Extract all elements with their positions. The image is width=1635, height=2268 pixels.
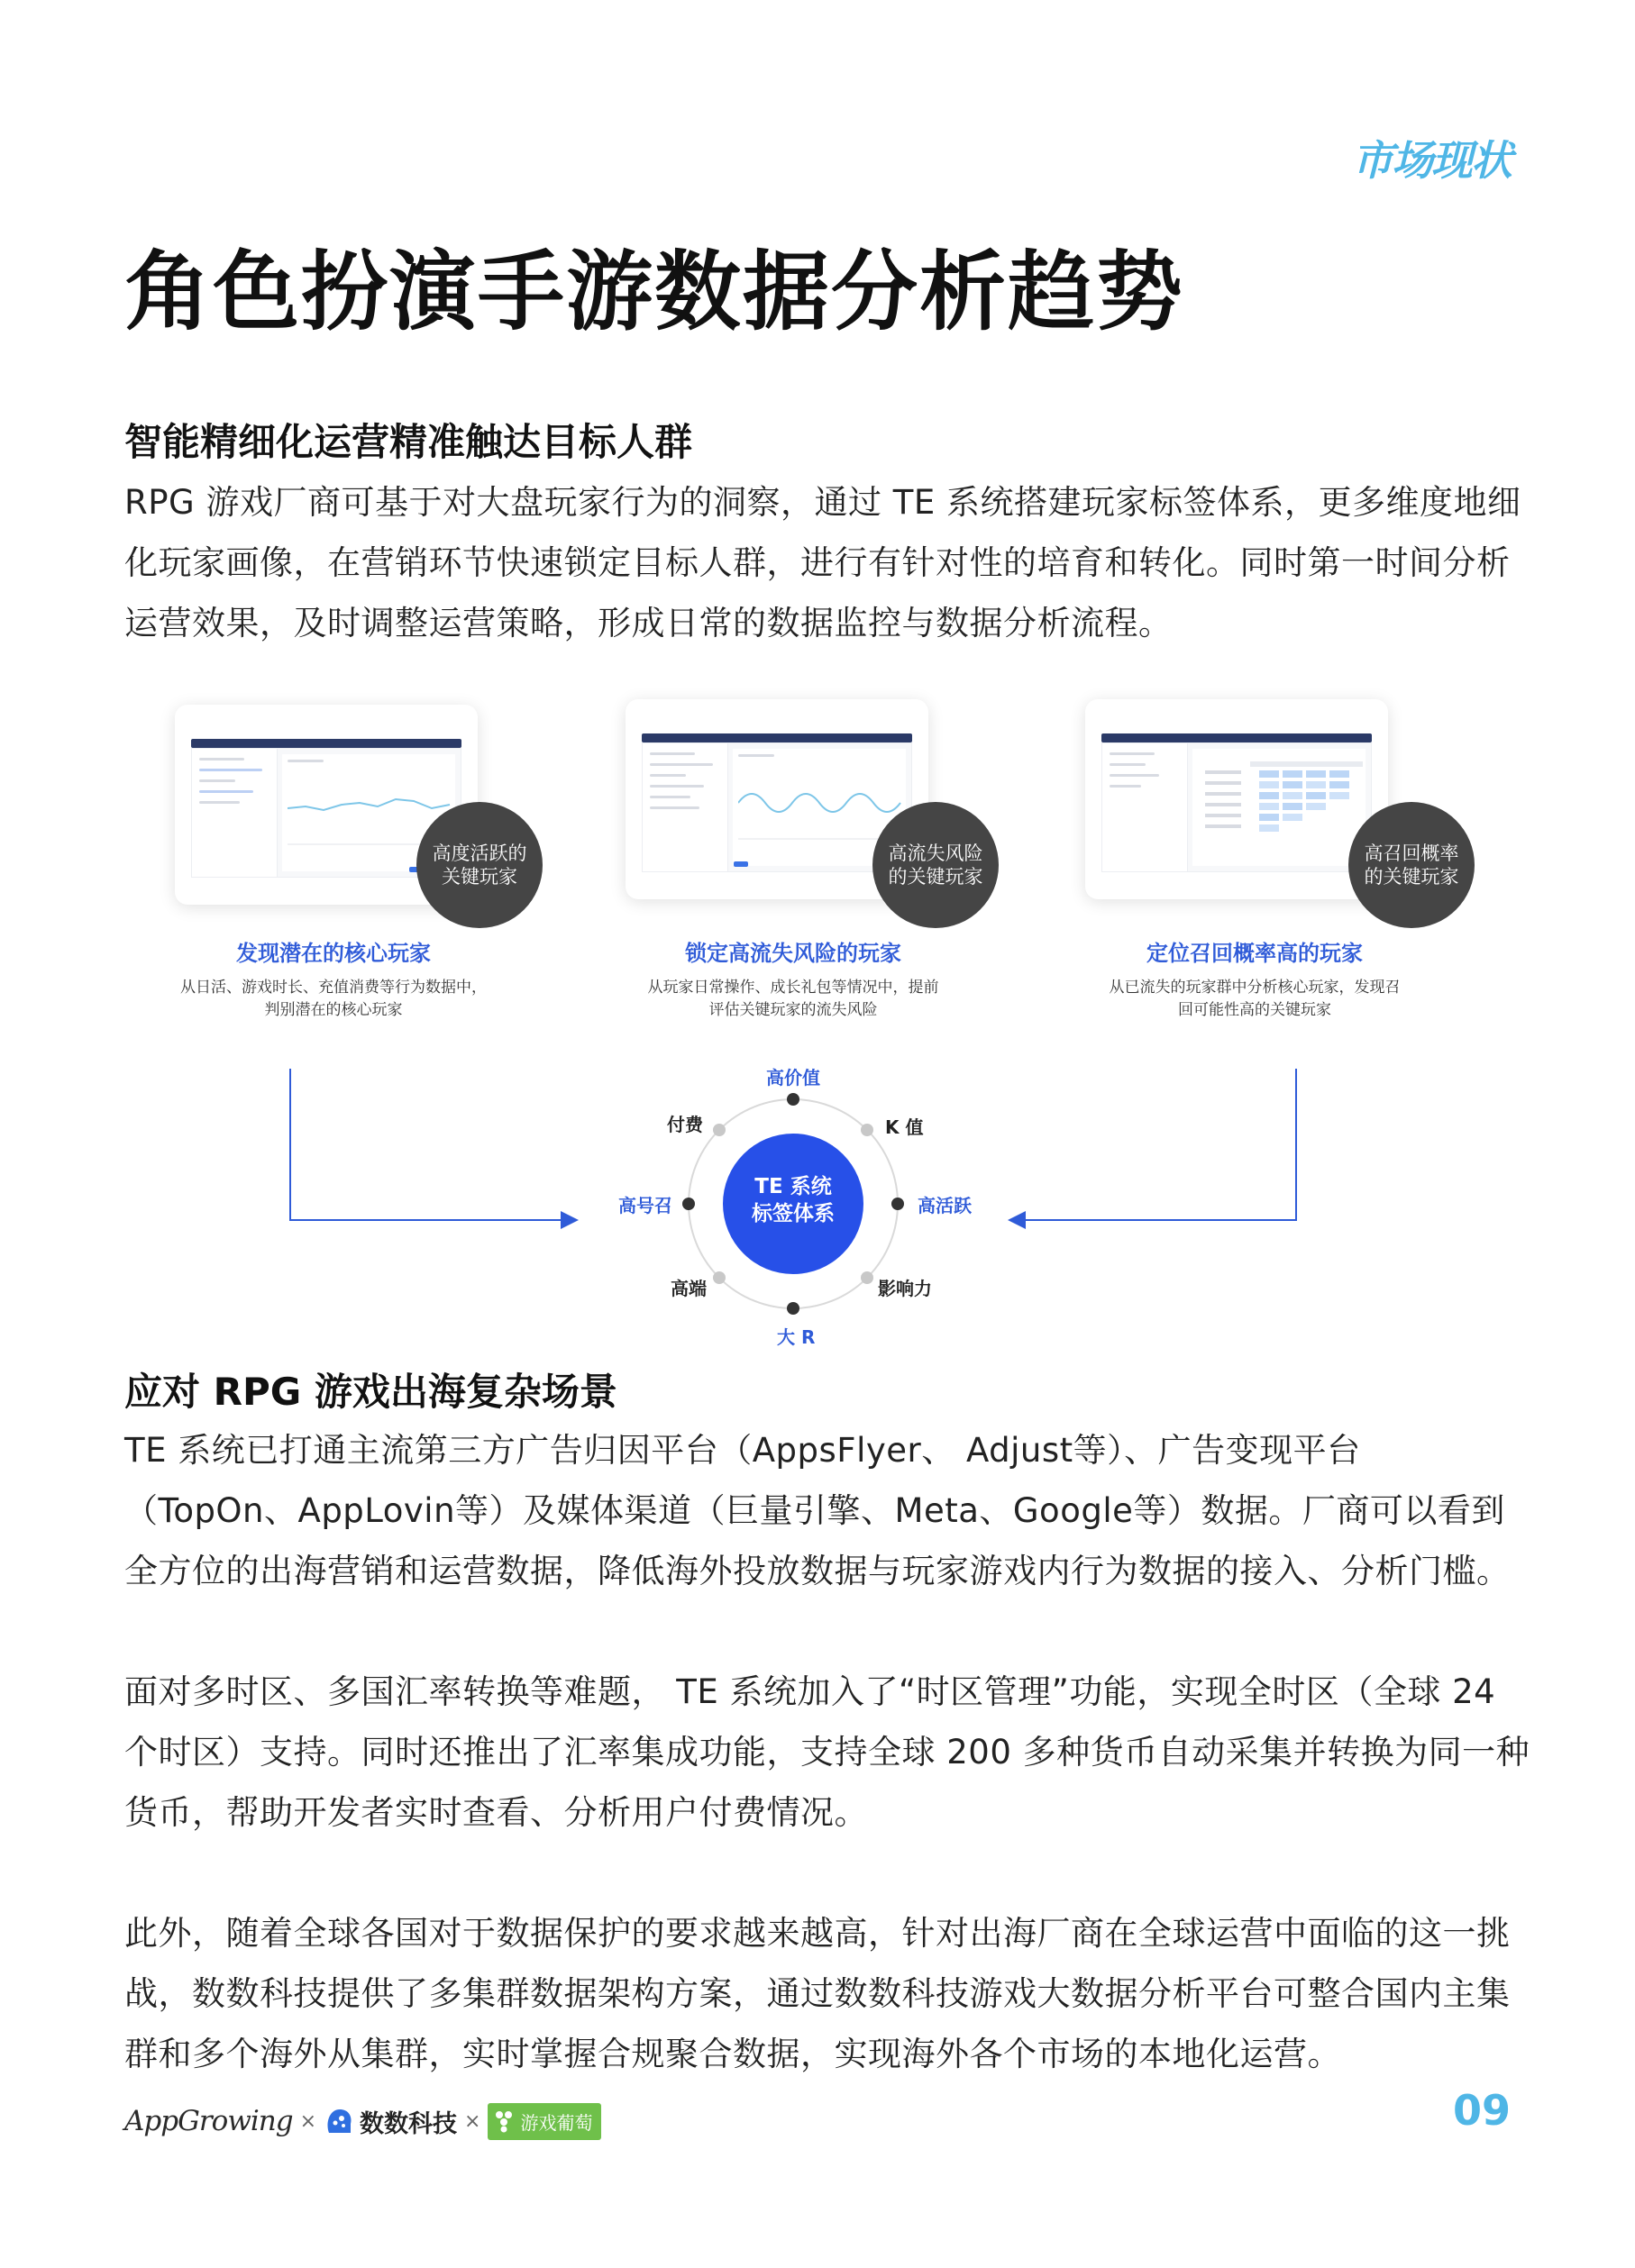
left-connector-arrow bbox=[290, 1069, 575, 1220]
center-label-line1: TE 系统 bbox=[754, 1175, 832, 1198]
screenshot-card-3 bbox=[1085, 699, 1388, 899]
right-connector-arrow bbox=[1011, 1069, 1296, 1220]
page-title: 角色扮演手游数据分析趋势 bbox=[124, 241, 1184, 342]
app-topbar bbox=[642, 733, 912, 742]
card-3-desc-line1: 从已流失的玩家群中分析核心玩家，发现召 bbox=[1109, 979, 1401, 997]
section2-heading: 应对 RPG 游戏出海复杂场景 bbox=[124, 1370, 617, 1414]
page-number: 09 bbox=[1452, 2086, 1511, 2135]
card-3-title: 定位召回概率高的玩家 bbox=[1146, 941, 1363, 966]
ring-label-bottom-left: 高端 bbox=[671, 1278, 707, 1299]
section1-paragraph: RPG 游戏厂商可基于对大盘玩家行为的洞察，通过 TE 系统搭建玩家标签体系，更多维度地细化玩家画像，在营销环节快速锁定目标人群，进行有针对性的培育和转化。同时第一时间分析运营效果，及时调整运营策略，形成日常的数据监控与数据分析流程。 bbox=[124, 483, 1521, 642]
logo-separator-2: × bbox=[464, 2109, 481, 2133]
shushu-logo-text: 数数科技 bbox=[360, 2109, 458, 2138]
ring-dot-top bbox=[787, 1093, 799, 1106]
ring-dot-bottom-right bbox=[861, 1271, 873, 1284]
badge-3-line1: 高召回概率 bbox=[1364, 843, 1459, 864]
badge-3-line2: 的关键玩家 bbox=[1364, 866, 1459, 888]
section-label: 市场现状 bbox=[1352, 136, 1511, 185]
badge-1-line2: 关键玩家 bbox=[442, 866, 517, 888]
section2-paragraph-1: TE 系统已打通主流第三方广告归因平台（AppsFlyer、 Adjust等）、广告变现平台（TopOn、AppLovin等）及媒体渠道（巨量引擎、Meta、Google等）数据。厂商可以看到全方位的出海营销和运营数据，降低海外投放数据与玩家游戏内行为数据的接入、分析门槛。 bbox=[124, 1431, 1511, 1590]
ring-label-top-left: 付费 bbox=[667, 1114, 703, 1135]
card-2-desc-line1: 从玩家日常操作、成长礼包等情况中，提前 bbox=[647, 979, 939, 997]
logo-separator-1: × bbox=[299, 2109, 317, 2133]
section2-paragraph-2: 面对多时区、多国汇率转换等难题， TE 系统加入了“时区管理”功能，实现全时区（全球 24 个时区）支持。同时还推出了汇率集成功能，支持全球 200 多种货币自动采集并转换为同一种货币，帮助开发者实时查看、分析用户付费情况。 bbox=[124, 1672, 1530, 1832]
ring-label-top-right: K 值 bbox=[885, 1116, 924, 1138]
youxiputao-logo-text: 游戏葡萄 bbox=[520, 2111, 593, 2134]
app-topbar bbox=[191, 739, 461, 748]
grape-icon bbox=[493, 2109, 516, 2134]
ring-dot-bottom bbox=[787, 1302, 799, 1315]
ring-label-top: 高价值 bbox=[766, 1067, 820, 1088]
ring-label-right: 高活跃 bbox=[918, 1195, 972, 1216]
card-1-desc-line2: 判别潜在的核心玩家 bbox=[264, 1001, 403, 1019]
app-sidebar bbox=[1102, 743, 1188, 871]
badge-2-line1: 高流失风险 bbox=[888, 843, 983, 864]
app-sidebar bbox=[192, 749, 278, 877]
youxiputao-logo bbox=[488, 2103, 601, 2140]
ring-dot-right bbox=[891, 1198, 904, 1210]
card-3-desc-line2: 回可能性高的关键玩家 bbox=[1178, 1001, 1331, 1019]
app-table-pane bbox=[1192, 749, 1366, 866]
badge-1 bbox=[416, 802, 543, 928]
app-body bbox=[1101, 742, 1372, 872]
card-2-title: 锁定高流失风险的玩家 bbox=[685, 941, 901, 966]
card-1-desc bbox=[144, 977, 523, 1022]
section2-paragraph-3: 此外，随着全球各国对于数据保护的要求越来越高，针对出海厂商在全球运营中面临的这一挑战，数数科技提供了多集群数据架构方案，通过数数科技游戏大数据分析平台可整合国内主集群和多个海外从集群，实时掌握合规聚合数据，实现海外各个市场的本地化运营。 bbox=[124, 1914, 1511, 2073]
shushu-head-icon bbox=[324, 2106, 354, 2136]
app-sidebar bbox=[643, 743, 728, 871]
badge-2-line2: 的关键玩家 bbox=[888, 866, 983, 888]
shushu-logo bbox=[324, 2104, 457, 2139]
footer-logos bbox=[124, 2099, 601, 2143]
ring-label-bottom: 大 R bbox=[777, 1326, 816, 1348]
card-3-desc bbox=[1065, 977, 1444, 1022]
ring-label-bottom-right: 影响力 bbox=[878, 1278, 932, 1299]
card-1-desc-line1: 从日活、游戏时长、充值消费等行为数据中， bbox=[180, 979, 487, 997]
app-button bbox=[734, 861, 748, 867]
center-label bbox=[703, 1173, 883, 1227]
card-2-desc bbox=[604, 977, 982, 1022]
ring-dot-top-right bbox=[861, 1124, 873, 1136]
ring-dot-left bbox=[682, 1198, 695, 1210]
badge-1-line1: 高度活跃的 bbox=[432, 843, 527, 864]
center-label-line2: 标签体系 bbox=[752, 1202, 835, 1225]
section1-heading: 智能精细化运营精准触达目标人群 bbox=[124, 420, 693, 464]
ring-label-left: 高号召 bbox=[618, 1195, 672, 1216]
badge-2 bbox=[872, 802, 999, 928]
table-thumbnail bbox=[1196, 752, 1372, 856]
appgrowing-logo: AppGrowing bbox=[124, 2105, 293, 2137]
ring-dot-top-left bbox=[713, 1124, 726, 1136]
ring-dot-bottom-left bbox=[713, 1271, 726, 1284]
badge-3 bbox=[1348, 802, 1475, 928]
card-1-title: 发现潜在的核心玩家 bbox=[236, 941, 431, 966]
card-2-desc-line2: 评估关键玩家的流失风险 bbox=[708, 1001, 878, 1019]
app-body bbox=[642, 742, 912, 872]
app-topbar bbox=[1101, 733, 1372, 742]
